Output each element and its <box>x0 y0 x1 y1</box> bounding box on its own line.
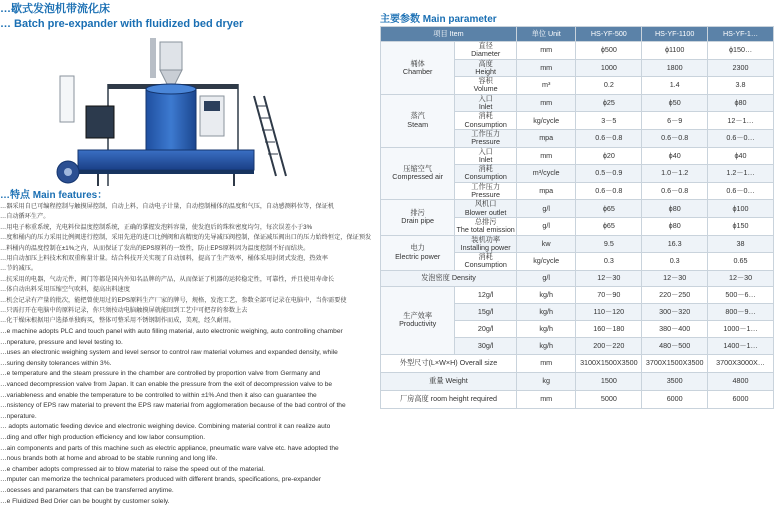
value-cell: 3－5 <box>576 112 642 130</box>
value-cell: ϕ150 <box>708 217 774 235</box>
feature-line-en: …ocesses and parameters that can be transferred anytime. <box>0 486 372 497</box>
value-cell: ϕ80 <box>708 94 774 112</box>
value-cell: 1.2－1… <box>708 165 774 183</box>
value-cell: ϕ65 <box>576 200 642 218</box>
value-cell: ϕ1100 <box>642 42 708 60</box>
value-cell: 300－320 <box>642 303 708 320</box>
feature-line-cn: …抗采用的电器，气动元件，阀门等都是国内外知名品牌的产品，从而保证了机器的运转稳定性，可靠性，并且使用寿命长 <box>0 275 372 285</box>
label-en: Compressed air <box>381 173 454 181</box>
group-label <box>381 94 455 147</box>
feature-line-en: …ding and offer high production efficiency and low labor consumption. <box>0 433 372 444</box>
value-cell: 1000 <box>576 59 642 77</box>
label-cn: 入口 <box>455 95 516 103</box>
feature-line-en: …e Fluidized Bed Drier can be bought by customer solely. <box>0 497 372 507</box>
value-cell: 800－9… <box>708 303 774 320</box>
value-cell: ϕ40 <box>708 147 774 165</box>
label-en: Productivity <box>381 320 454 328</box>
value-cell: ϕ80 <box>642 217 708 235</box>
value-cell: 480－500 <box>642 337 708 354</box>
unit-cell: mpa <box>516 182 575 200</box>
label-cn: 总排污 <box>455 218 516 226</box>
value-cell: 5000 <box>576 390 642 408</box>
value-cell: ϕ150… <box>708 42 774 60</box>
label-cn: 蒸汽 <box>381 112 454 120</box>
feature-line-en: …e chamber adopts compressed air to blow material to raise the speed out of the material. <box>0 465 372 476</box>
label-en: Consumption <box>455 121 516 129</box>
item-label <box>455 165 517 183</box>
group-label <box>381 42 455 95</box>
unit-cell: kg/h <box>516 303 575 320</box>
label-cn: 风机口 <box>455 200 516 208</box>
value-cell: 1400－1… <box>708 337 774 354</box>
value-cell: 0.6－0… <box>708 182 774 200</box>
item-label <box>455 235 517 253</box>
value-cell: 12－30 <box>708 270 774 286</box>
label-cn: 压缩空气 <box>381 165 454 173</box>
feature-line-cn: …化干燥床根据用户选择单独购买，整体可整采用不锈钢制作而成，美观，经久耐用。 <box>0 316 372 326</box>
header-item: 项目 Item <box>381 27 517 42</box>
item-label: 20g/l <box>455 320 517 337</box>
parameter-heading: 主要参数 Main parameter <box>380 10 497 25</box>
unit-cell: kg/h <box>516 286 575 303</box>
value-cell: 2300 <box>708 59 774 77</box>
feature-line-cn: …机会记录有产量的批次，能把曾使用过的EPS原料生产厂家的牌号，规格，发泡工艺，参数全部可记录在电脑中，当你需要使 <box>0 296 372 306</box>
feature-line-cn: …用电子称重系统，光电料位温度控制系统，正确的掌握发泡料容量，使发泡后的珠粒密度均匀，每次误差小于3% <box>0 223 372 233</box>
feature-line-cn: …用自动加压上料技术和双重称量计量。结合科技开关实现了自动加料，提高了生产效率，桶体采用封闭式发泡，热效率 <box>0 254 372 264</box>
feature-line-cn: …料桶内的温度控制在±1%之内，从而保证了发出的EPS原料的一致性，防止EPS原料因为温度控制不好而结块。 <box>0 244 372 254</box>
value-cell: 12－1… <box>708 112 774 130</box>
label-cn: 桶体 <box>381 60 454 68</box>
product-title <box>0 2 243 32</box>
features-en-list <box>0 327 372 507</box>
weight-label: 重量 Weight <box>381 372 517 390</box>
feature-line-en: …variableness and enable the temperature to be controlled to within ±1%.And then it also can guarantee the <box>0 391 372 402</box>
unit-cell: g/l <box>516 200 575 218</box>
label-en: Inlet <box>455 156 516 164</box>
value-cell: 160－180 <box>576 320 642 337</box>
label-en: Blower outlet <box>455 209 516 217</box>
unit-cell: mm <box>516 390 575 408</box>
title-cn: …歇式发泡机带流化床 <box>0 2 243 17</box>
value-cell: 0.65 <box>708 253 774 271</box>
label-en: Electric power <box>381 253 454 261</box>
item-label <box>455 129 517 147</box>
features-cn-list <box>0 202 372 327</box>
value-cell: ϕ25 <box>576 94 642 112</box>
label-en: Diameter <box>455 50 516 58</box>
value-cell: ϕ20 <box>576 147 642 165</box>
table-row <box>381 235 774 253</box>
value-cell: 1000－1… <box>708 320 774 337</box>
label-en: Volume <box>455 85 516 93</box>
unit-cell: m³ <box>516 77 575 95</box>
value-cell: 110－120 <box>576 303 642 320</box>
item-label <box>455 94 517 112</box>
title-en: … Batch pre-expander with fluidized bed dryer <box>0 17 243 32</box>
unit-cell: kg/cycle <box>516 253 575 271</box>
label-cn: 高度 <box>455 60 516 68</box>
feature-line-en: …vanced decompression valve from Japan. It can enable the pressure from the exit of decompression valve to be <box>0 380 372 391</box>
unit-cell: mm <box>516 94 575 112</box>
value-cell: 0.5－0.9 <box>576 165 642 183</box>
label-en: Height <box>455 68 516 76</box>
feature-line-en: …suring density tolerances within 3%. <box>0 359 372 370</box>
value-cell: 6000 <box>708 390 774 408</box>
room-label: 厂房高度 room height required <box>381 390 517 408</box>
value-cell: ϕ80 <box>642 200 708 218</box>
table-row <box>381 200 774 218</box>
unit-cell: mm <box>516 42 575 60</box>
unit-cell: g/l <box>516 217 575 235</box>
value-cell: 500－6… <box>708 286 774 303</box>
unit-cell: mm <box>516 147 575 165</box>
label-cn: 工作压力 <box>455 183 516 191</box>
feature-line-cn: …器采用自已可编程控制与触摸屏控制，自动上料，自动电子计量，自动控制桶体的温度和气压，自动感测料位等，保证机 <box>0 202 372 212</box>
feature-line-cn: …度和桶内的压力采用比例阀进行控制，采用先进的进口比例阀和高精度的先导减压阀控制，保证减压阀出口的压力始终恒定，保证预发 <box>0 233 372 243</box>
feature-line-en: …nsistency of EPS raw material to prevent the EPS raw material from agglomeration because of the bad control of the <box>0 401 372 412</box>
unit-cell: mpa <box>516 129 575 147</box>
unit-cell: kg/h <box>516 337 575 354</box>
label-cn: 入口 <box>455 148 516 156</box>
value-cell: ϕ50 <box>642 94 708 112</box>
item-label <box>455 182 517 200</box>
value-cell: ϕ500 <box>576 42 642 60</box>
label-cn: 工作压力 <box>455 130 516 138</box>
value-cell: ϕ65 <box>576 217 642 235</box>
value-cell: ϕ40 <box>642 147 708 165</box>
unit-cell: kg/cycle <box>516 112 575 130</box>
item-label: 30g/l <box>455 337 517 354</box>
group-label <box>381 235 455 270</box>
value-cell: ϕ100 <box>708 200 774 218</box>
table-row <box>381 94 774 112</box>
item-label <box>455 200 517 218</box>
parameter-table <box>380 26 774 409</box>
table-row <box>381 147 774 165</box>
value-cell: 1.4 <box>642 77 708 95</box>
header-model-1100: HS-YF-1100 <box>642 27 708 42</box>
item-label: 12g/l <box>455 286 517 303</box>
table-row <box>381 372 774 390</box>
value-cell: 0.3 <box>642 253 708 271</box>
density-label: 发泡密度 Density <box>381 270 517 286</box>
header-model-1500: HS-YF-1… <box>708 27 774 42</box>
table-row <box>381 42 774 60</box>
overall-label: 外型尺寸(L×W×H) Overall size <box>381 354 517 372</box>
group-label <box>381 286 455 354</box>
value-cell: 3500 <box>642 372 708 390</box>
machine-photo <box>38 36 338 186</box>
header-model-500: HS-YF-500 <box>576 27 642 42</box>
label-en: Pressure <box>455 191 516 199</box>
label-en: Drain pipe <box>381 217 454 225</box>
feature-line-cn: …节的减压。 <box>0 264 372 274</box>
feature-line-en: … adopts automatic feeding device and electronic weighing device. Combining material control it can realize auto <box>0 422 372 433</box>
item-label <box>455 42 517 60</box>
value-cell: 200－220 <box>576 337 642 354</box>
value-cell: 220－250 <box>642 286 708 303</box>
table-row <box>381 286 774 303</box>
label-cn: 消耗 <box>455 253 516 261</box>
item-label <box>455 112 517 130</box>
label-cn: 生产效率 <box>381 312 454 320</box>
value-cell: 4800 <box>708 372 774 390</box>
item-label <box>455 59 517 77</box>
label-cn: 容积 <box>455 77 516 85</box>
feature-line-en: …nous brands both at home and abroad to be stable running and long life. <box>0 454 372 465</box>
feature-line-cn: …自动循环生产。 <box>0 212 372 222</box>
value-cell: 6000 <box>642 390 708 408</box>
label-en: Installing power <box>455 244 516 252</box>
feature-line-en: …nperature. <box>0 412 372 423</box>
label-cn: 排污 <box>381 209 454 217</box>
value-cell: 3.8 <box>708 77 774 95</box>
label-en: Consumption <box>455 261 516 269</box>
unit-cell: g/l <box>516 270 575 286</box>
value-cell: 0.6－0.8 <box>642 182 708 200</box>
unit-cell: kg/h <box>516 320 575 337</box>
header-unit: 单位 Unit <box>516 27 575 42</box>
value-cell: 12－30 <box>576 270 642 286</box>
feature-line-en: …e machine adopts PLC and touch panel with auto filling material, auto electronic weighing, auto controlling chamber <box>0 327 372 338</box>
value-cell: 1.0－1.2 <box>642 165 708 183</box>
feature-line-en: …e temperature and the steam pressure in the chamber are controlled by proportion valve from Germany and <box>0 369 372 380</box>
group-label <box>381 200 455 235</box>
group-label <box>381 147 455 200</box>
feature-line-cn: …体自动出料采用压缩空气吹料，提高出料速度 <box>0 285 372 295</box>
features-heading: …特点 Main features： <box>0 186 107 201</box>
value-cell: 16.3 <box>642 235 708 253</box>
label-en: Inlet <box>455 103 516 111</box>
item-label <box>455 253 517 271</box>
table-header-row <box>381 27 774 42</box>
value-cell: 1500 <box>576 372 642 390</box>
feature-line-en: …mputer can memorize the technical parameters produced with different brands, specifications, pre-expander <box>0 475 372 486</box>
value-cell: 0.3 <box>576 253 642 271</box>
value-cell: 9.5 <box>576 235 642 253</box>
feature-line-en: …nperature, pressure and level testing to. <box>0 338 372 349</box>
value-cell: 3700X3000X… <box>708 354 774 372</box>
feature-line-cn: …只需打开在电脑中的原料记录，你只须按动电脑触摸屏就能回到工艺中可把存的参数上去 <box>0 306 372 316</box>
right-panel <box>376 0 750 488</box>
value-cell: 12－30 <box>642 270 708 286</box>
value-cell: 0.6－0… <box>708 129 774 147</box>
label-cn: 电力 <box>381 244 454 252</box>
label-en: Steam <box>381 121 454 129</box>
value-cell: 0.6－0.8 <box>576 129 642 147</box>
label-en: Consumption <box>455 173 516 181</box>
label-cn: 直径 <box>455 42 516 50</box>
item-label <box>455 147 517 165</box>
unit-cell: mm <box>516 59 575 77</box>
item-label: 15g/l <box>455 303 517 320</box>
value-cell: 38 <box>708 235 774 253</box>
item-label <box>455 77 517 95</box>
left-panel <box>0 0 372 488</box>
unit-cell: m³/cycle <box>516 165 575 183</box>
value-cell: 0.2 <box>576 77 642 95</box>
unit-cell: kw <box>516 235 575 253</box>
item-label <box>455 217 517 235</box>
label-en: Pressure <box>455 138 516 146</box>
value-cell: 0.6－0.8 <box>576 182 642 200</box>
value-cell: 6－9 <box>642 112 708 130</box>
label-cn: 装机功率 <box>455 236 516 244</box>
value-cell: 70－90 <box>576 286 642 303</box>
unit-cell: kg <box>516 372 575 390</box>
table-row <box>381 270 774 286</box>
value-cell: 0.6－0.8 <box>642 129 708 147</box>
table-row <box>381 354 774 372</box>
value-cell: 380－400 <box>642 320 708 337</box>
label-en: The total emission <box>455 226 516 234</box>
value-cell: 3700X1500X3500 <box>642 354 708 372</box>
feature-line-en: …ain components and parts of this machine such as electric appliance, pneumatic ware valve etc. have adopted the <box>0 444 372 455</box>
value-cell: 3100X1500X3500 <box>576 354 642 372</box>
table-row <box>381 390 774 408</box>
label-cn: 消耗 <box>455 112 516 120</box>
label-en: Chamber <box>381 68 454 76</box>
label-cn: 消耗 <box>455 165 516 173</box>
unit-cell: mm <box>516 354 575 372</box>
feature-line-en: …uses an electronic weighing system and level sensor to control raw material volumes and expanded density, while <box>0 348 372 359</box>
value-cell: 1800 <box>642 59 708 77</box>
